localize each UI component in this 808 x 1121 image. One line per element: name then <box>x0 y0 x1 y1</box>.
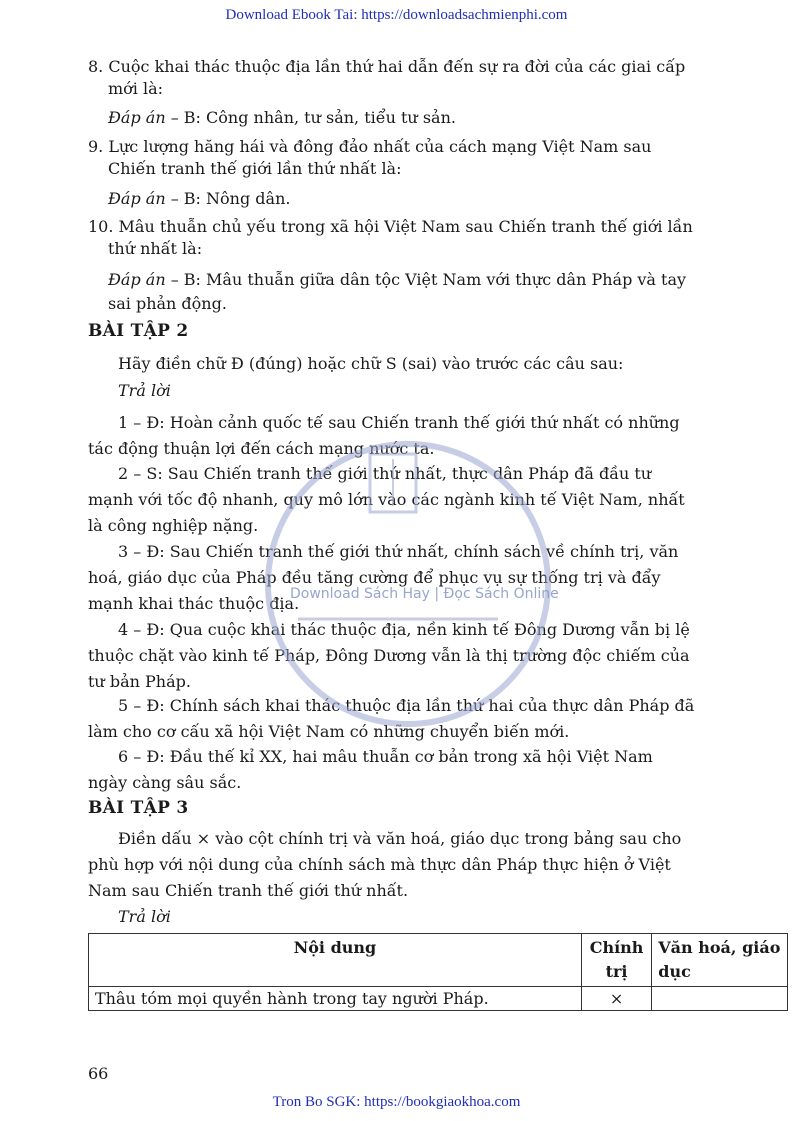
question-10 <box>88 216 788 260</box>
exercise-3-instruction: Điền dấu × vào cột chính trị và văn hoá, giáo dục trong bảng sau cho phù hợp với nội dung của chính sách mà thực dân Pháp thực hiện ở Việt Nam sau Chiến tranh thế giới thứ nhất. <box>88 829 682 900</box>
exercise-2-heading: BÀI TẬP 2 <box>88 321 189 341</box>
answer-text: sai phản động. <box>108 294 227 313</box>
statement-2: 2 – S: Sau Chiến tranh thế giới thứ nhất, thực dân Pháp đã đầu tư mạnh với tốc độ nhanh, quy mô lớn vào các ngành kinh tế Việt Nam, nhất là công nghiệp nặng. <box>88 464 685 535</box>
question-8 <box>88 56 788 100</box>
answer-label: Đáp án <box>108 108 166 127</box>
table-row <box>89 987 788 1011</box>
question-9 <box>88 136 788 180</box>
statement-5: 5 – Đ: Chính sách khai thác thuộc địa lần thứ hai của thực dân Pháp đã làm cho cơ cấu xã hội Việt Nam có những chuyển biến mới. <box>88 696 695 741</box>
question-line: 8. Cuộc khai thác thuộc địa lần thứ hai dẫn đến sự ra đời của các giai cấp <box>88 57 686 76</box>
watermark-text: Download Sách Hay | Đọc Sách Online <box>290 586 559 602</box>
page-content <box>88 0 781 1121</box>
download-banner-top[interactable]: Download Ebook Tai: https://downloadsachmienphi.com <box>225 7 568 23</box>
download-banner-bottom[interactable]: Tron Bo SGK: https://bookgiaokhoa.com <box>272 1094 521 1110</box>
answer-label: Đáp án <box>108 270 166 289</box>
col-header-content: Nội dung <box>89 934 582 987</box>
answer-text: – B: Công nhân, tư sản, tiểu tư sản. <box>165 108 456 127</box>
statement-1: 1 – Đ: Hoàn cảnh quốc tế sau Chiến tranh thế giới thứ nhất có những tác động thuận lợi đến cách mạng nước ta. <box>88 413 680 458</box>
statement-4: 4 – Đ: Qua cuộc khai thác thuộc địa, nền kinh tế Đông Dương vẫn bị lệ thuộc chặt vào kinh tế Pháp, Đông Dương vẫn là thị trường độc chiếm của tư bản Pháp. <box>88 620 690 691</box>
row-content: Thâu tóm mọi quyền hành trong tay người Pháp. <box>89 987 582 1011</box>
row-culture-mark <box>652 987 788 1011</box>
answer-label: Đáp án <box>108 189 166 208</box>
statement-6: 6 – Đ: Đầu thế kỉ XX, hai mâu thuẫn cơ bản trong xã hội Việt Nam ngày càng sâu sắc. <box>88 747 653 792</box>
answer-label: Trả lời <box>118 907 171 926</box>
col-header-culture-education: Văn hoá, giáo dục <box>652 934 788 987</box>
col-header-politics: Chính trị <box>581 934 651 987</box>
statement-3: 3 – Đ: Sau Chiến tranh thế giới thứ nhất, chính sách về chính trị, văn hoá, giáo dục của Pháp đều tăng cường để phục vụ sự thống trị và đẩy mạnh khai thác thuộc địa. <box>88 542 679 613</box>
question-line: thứ nhất là: <box>108 239 203 258</box>
question-line: mới là: <box>108 79 164 98</box>
answer-label: Trả lời <box>118 381 171 400</box>
answer-8 <box>108 106 808 130</box>
table-header-row <box>89 934 788 987</box>
question-line: Chiến tranh thế giới lần thứ nhất là: <box>108 159 402 178</box>
answer-10 <box>108 268 808 316</box>
question-line: 10. Mâu thuẫn chủ yếu trong xã hội Việt Nam sau Chiến tranh thế giới lần <box>88 217 693 236</box>
policy-table <box>88 933 788 1011</box>
row-politics-mark: × <box>581 987 651 1011</box>
answer-9 <box>108 187 808 211</box>
page-number: 66 <box>88 1064 109 1083</box>
answer-text: – B: Nông dân. <box>165 189 291 208</box>
answer-text: – B: Mâu thuẫn giữa dân tộc Việt Nam với thực dân Pháp và tay <box>165 270 687 289</box>
exercise-2-instruction: Hãy điền chữ Đ (đúng) hoặc chữ S (sai) vào trước các câu sau: <box>118 354 624 373</box>
exercise-3-heading: BÀI TẬP 3 <box>88 798 189 818</box>
question-line: 9. Lực lượng hăng hái và đông đảo nhất của cách mạng Việt Nam sau <box>88 137 652 156</box>
